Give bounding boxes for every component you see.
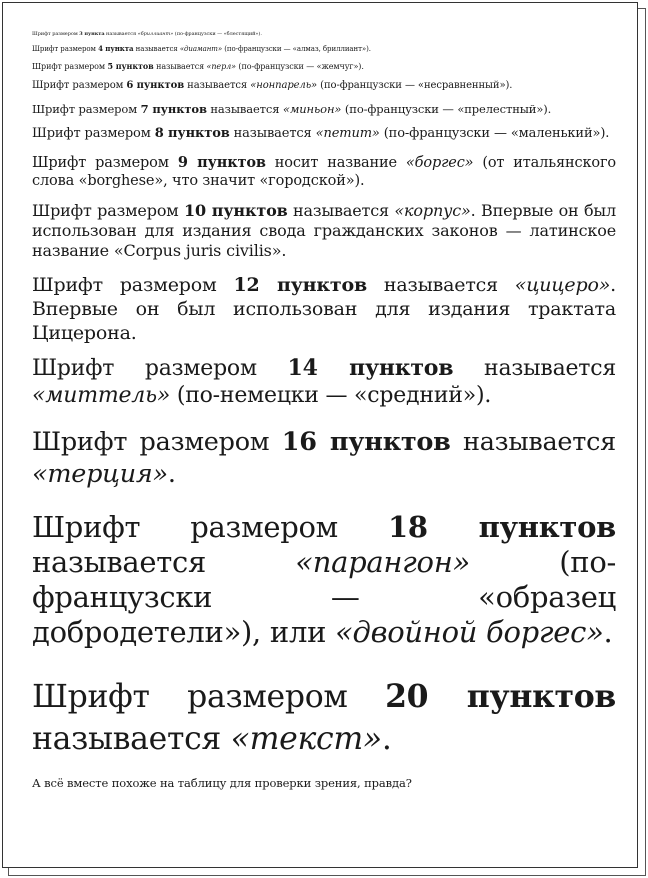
font-name: «миньон» <box>282 102 342 116</box>
line-size: 18 пунктов <box>387 510 616 544</box>
line-text: Шрифт размером <box>32 155 178 171</box>
line-text: Шрифт размером <box>32 510 388 544</box>
line-text: называется <box>367 274 515 296</box>
font-name: «терция» <box>32 459 168 489</box>
line-text: называется <box>32 545 296 579</box>
line-text: Шрифт размером <box>32 45 99 53</box>
line-text: . <box>603 615 613 649</box>
line-size: 4 пункта <box>98 44 134 53</box>
line-text: . <box>167 459 176 489</box>
line-text: (по-французски — «блестящий»). <box>173 31 262 37</box>
font-name: «парангон» <box>295 545 470 579</box>
line-size: 14 пунктов <box>287 355 454 381</box>
font-name: «корпус» <box>394 201 471 220</box>
line-text: называется <box>153 62 207 71</box>
line-text: называется <box>206 102 283 116</box>
line-14pt <box>32 355 616 409</box>
line-text: . <box>381 721 392 757</box>
line-text: Шрифт размером <box>32 356 288 381</box>
line-text: (по-французски — «алмаз, бриллиант»). <box>222 45 371 53</box>
line-4pt <box>32 44 616 54</box>
line-text: называется <box>287 201 395 220</box>
line-text: называется <box>104 31 138 37</box>
font-name: «нонпарель» <box>250 80 318 91</box>
line-18pt <box>32 510 616 650</box>
line-9pt <box>32 154 616 190</box>
font-name: «диамант» <box>179 45 223 53</box>
line-text: Шрифт размером <box>32 126 155 141</box>
line-text: Шрифт размером <box>32 31 80 37</box>
line-size: 7 пунктов <box>140 102 207 116</box>
line-text: (по-французски — «жемчуг»). <box>235 62 364 71</box>
line-text: Шрифт размером <box>32 201 184 220</box>
line-20pt <box>32 676 616 760</box>
line-text: называется <box>32 721 231 757</box>
line-size: 10 пунктов <box>183 201 288 220</box>
line-text: (по-французски — «несравненный»). <box>317 80 513 91</box>
line-text: (по-французски — «прелестный»). <box>341 102 552 116</box>
line-8pt <box>32 126 616 142</box>
font-name: «миттель» <box>32 383 171 408</box>
font-name: «цицеро» <box>514 274 611 296</box>
page-sheet <box>2 2 638 868</box>
line-text: (от итальянского слова «borghese», что значит «городской»). <box>32 155 616 189</box>
font-name: «петит» <box>315 126 380 141</box>
font-name: «перл» <box>206 62 236 71</box>
line-size: 16 пунктов <box>281 427 451 457</box>
line-12pt <box>32 273 616 345</box>
line-size: 9 пунктов <box>177 154 266 171</box>
line-size: 3 пункта <box>79 31 105 37</box>
line-text: называется <box>133 45 180 53</box>
line-text: называется <box>229 126 316 141</box>
line-text: называется <box>184 80 251 91</box>
line-size: 5 пунктов <box>107 61 154 71</box>
page-content <box>32 31 616 790</box>
line-text: (по-французски — «образец добродетели»), или <box>32 545 616 649</box>
line-size: 20 пунктов <box>385 678 617 715</box>
line-6pt <box>32 80 616 92</box>
font-name: «бриллиант» <box>137 31 174 37</box>
line-3pt <box>32 31 616 37</box>
line-size: 6 пунктов <box>126 80 185 91</box>
font-name: «боргес» <box>405 155 474 171</box>
line-text: (по-французски — «маленький»). <box>379 126 610 141</box>
line-10pt <box>32 201 616 261</box>
font-name: «текст» <box>230 721 382 757</box>
line-text: называется <box>450 427 616 457</box>
line-text: Шрифт размером <box>32 80 127 91</box>
line-text: (по-немецки — «средний»). <box>170 383 492 408</box>
line-text: носит название <box>265 155 406 171</box>
line-text: . Впервые он был использован для издания свода гражданских законов — латинское название «Corpus juris civilis». <box>32 201 616 260</box>
line-16pt <box>32 426 616 490</box>
line-size: 12 пунктов <box>233 274 368 296</box>
line-text: . Впервые он был использован для издания трактата Цицерона. <box>32 274 616 344</box>
line-text: Шрифт размером <box>32 427 282 457</box>
line-text: называется <box>453 356 616 381</box>
line-text: Шрифт размером <box>32 62 108 71</box>
line-7pt <box>32 102 616 116</box>
line-size: 8 пунктов <box>154 126 230 141</box>
line-5pt <box>32 61 616 72</box>
font-name: «двойной боргес» <box>335 615 604 649</box>
closing-remark: А всё вместе похоже на таблицу для проверки зрения, правда? <box>32 776 412 790</box>
line-text: Шрифт размером <box>32 102 141 116</box>
line-text: Шрифт размером <box>32 679 386 715</box>
line-text: Шрифт размером <box>32 274 234 296</box>
